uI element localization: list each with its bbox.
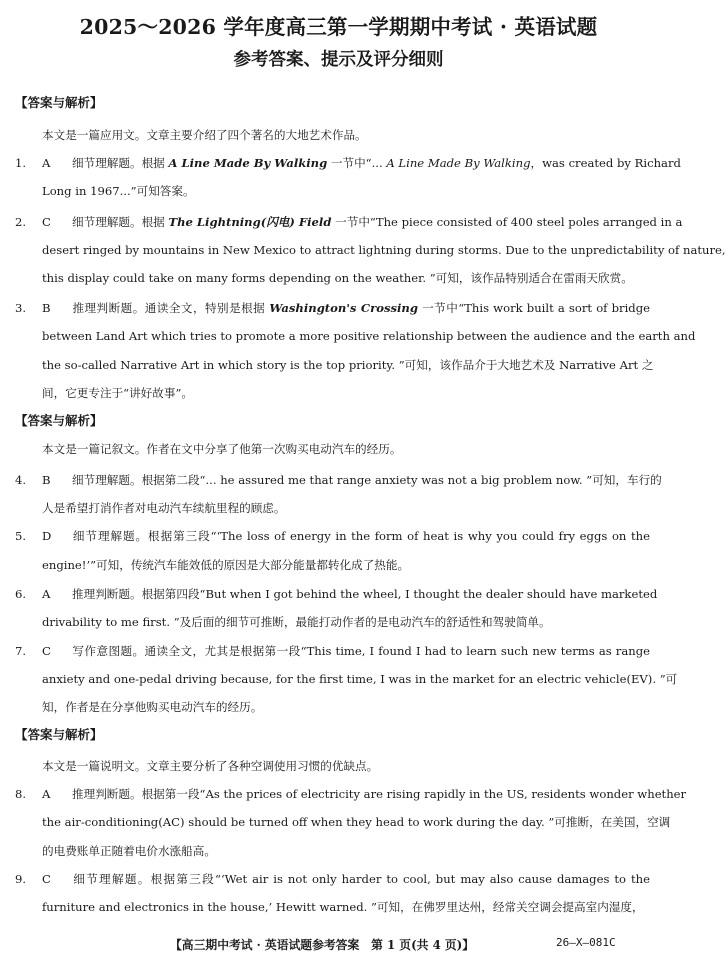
question-answer-line bbox=[15, 586, 658, 602]
explanation-text: 细节理解题。根据第二段“... he assured me that range anxiety was not a big problem now. ”可知，车行的 bbox=[72, 473, 662, 487]
page-subtitle: 参考答案、提示及评分细则 bbox=[233, 50, 444, 70]
explanation-text: furniture and electronics in the house,’ Hewitt warned. ”可知，在佛罗里达州，经常关空调会提高室内湿度， bbox=[42, 900, 644, 914]
explanation-text: 推理判断题。根据第一段“As the prices of electricity are rising rapidly in the US, residents wonder whether bbox=[72, 787, 687, 801]
explanation-line bbox=[42, 328, 696, 344]
explanation-line bbox=[42, 357, 654, 373]
explanation-text: 推理判断题。通读全文，特别是根据 bbox=[72, 301, 270, 315]
explanation-text: 知，作者是在分享他购买电动汽车的经历。 bbox=[42, 700, 263, 714]
explanation-text: desert ringed by mountains in New Mexico to attract lightning during storms. Due to the unpredictability of nature, bbox=[42, 243, 726, 257]
section-heading: 【答案与解析】 bbox=[15, 95, 103, 110]
explanation-line bbox=[42, 814, 671, 830]
question-number: 7. bbox=[15, 644, 27, 658]
answer-letter: C bbox=[42, 872, 51, 886]
explanation-text: between Land Art which tries to promote a more positive relationship between the audience and the earth and bbox=[42, 329, 696, 343]
question-answer-line bbox=[15, 643, 650, 659]
explanation-line bbox=[42, 242, 726, 258]
explanation-text: the so-called Narrative Art in which story is the top priority. ”可知，该作品介于大地艺术及 Narrative Art 之 bbox=[42, 358, 654, 372]
explanation-text: 细节理解题。根据 bbox=[72, 156, 169, 170]
explanation-text: drivability to me first. ”及后面的细节可推断，最能打动作者的是电动汽车的舒适性和驾驶简单。 bbox=[42, 615, 551, 629]
explanation-line bbox=[42, 899, 650, 915]
explanation-text: the air-conditioning(AC) should be turned off when they head to work during the day. ”可推断，在美国，空调 bbox=[42, 815, 671, 829]
explanation-line bbox=[42, 671, 678, 687]
question-answer-line bbox=[15, 300, 650, 316]
explanation-line bbox=[42, 699, 650, 715]
explanation-text: ，was created by Richard bbox=[530, 156, 681, 170]
question-number: 9. bbox=[15, 872, 27, 886]
question-number: 4. bbox=[15, 473, 27, 487]
answer-letter: D bbox=[42, 529, 52, 543]
answer-letter: C bbox=[42, 215, 51, 229]
explanation-line bbox=[42, 183, 650, 199]
passage-summary: 本文是一篇说明文。文章主要分析了各种空调使用习惯的优缺点。 bbox=[42, 759, 379, 773]
explanation-line bbox=[42, 385, 650, 401]
explanation-text: 推理判断题。根据第四段“But when I got behind the wheel, I thought the dealer should have marketed bbox=[72, 587, 658, 601]
section-heading: 【答案与解析】 bbox=[15, 727, 103, 742]
explanation-text: 细节理解题。根据 bbox=[72, 215, 169, 229]
explanation-text: 间，它更专注于“讲好故事”。 bbox=[42, 386, 193, 400]
explanation-line bbox=[42, 843, 650, 859]
explanation-text: 人是希望打消作者对电动汽车续航里程的顾虑。 bbox=[42, 501, 286, 515]
question-number: 8. bbox=[15, 787, 27, 801]
explanation-text: this display could take on many forms depending on the weather. ”可知，该作品特别适合在雷雨天欣赏。 bbox=[42, 271, 633, 285]
footer-page-info: 【高三期中考试 · 英语试题参考答案 第 1 页(共 4 页)】 bbox=[170, 938, 475, 952]
explanation-text: 细节理解题。根据第三段“‘The loss of energy in the form of heat is why you could fry eggs on the bbox=[72, 529, 650, 543]
question-answer-line bbox=[15, 214, 683, 230]
page-title: 2025～2026 学年度高三第一学期期中考试 · 英语试题 bbox=[79, 15, 598, 39]
question-number: 3. bbox=[15, 301, 27, 315]
answer-letter: B bbox=[42, 473, 51, 487]
answer-letter: A bbox=[42, 787, 51, 801]
explanation-text: 一节中“... bbox=[327, 156, 387, 170]
explanation-text: 写作意图题。通读全文，尤其是根据第一段“This time, I found I had to learn such new terms as range bbox=[72, 644, 650, 658]
cited-title: Washington's Crossing bbox=[269, 301, 418, 315]
explanation-text: 一节中“The piece consisted of 400 steel poles arranged in a bbox=[331, 215, 683, 229]
cited-title: A Line Made By Walking bbox=[168, 156, 328, 170]
question-number: 6. bbox=[15, 587, 27, 601]
explanation-line bbox=[42, 270, 650, 286]
question-answer-line bbox=[15, 786, 687, 802]
answer-letter: A bbox=[42, 156, 51, 170]
explanation-text: engine!’”可知，传统汽车能效低的原因是大部分能量都转化成了热能。 bbox=[42, 558, 410, 572]
question-answer-line bbox=[15, 472, 662, 488]
cited-title: A Line Made By Walking bbox=[386, 156, 531, 170]
cited-title: The Lightning(闪电) Field bbox=[168, 215, 332, 229]
explanation-line bbox=[42, 500, 650, 516]
explanation-text: 细节理解题。根据第三段“‘Wet air is not only harder to cool, but may also cause damages to the bbox=[72, 872, 650, 886]
explanation-text: 的电费账单正随着电价水涨船高。 bbox=[42, 844, 216, 858]
section-heading: 【答案与解析】 bbox=[15, 413, 103, 428]
explanation-line bbox=[42, 614, 650, 630]
question-number: 2. bbox=[15, 215, 27, 229]
answer-letter: A bbox=[42, 587, 51, 601]
answer-letter: B bbox=[42, 301, 51, 315]
question-number: 1. bbox=[15, 156, 27, 170]
explanation-line bbox=[42, 557, 650, 573]
passage-summary: 本文是一篇记叙文。作者在文中分享了他第一次购买电动汽车的经历。 bbox=[42, 442, 402, 456]
question-number: 5. bbox=[15, 529, 27, 543]
question-answer-line bbox=[15, 528, 650, 544]
explanation-text: Long in 1967...”可知答案。 bbox=[42, 184, 195, 198]
footer-paper-code: 26—X—081C bbox=[556, 936, 616, 949]
question-answer-line bbox=[15, 871, 650, 887]
answer-letter: C bbox=[42, 644, 51, 658]
passage-summary: 本文是一篇应用文。文章主要介绍了四个著名的大地艺术作品。 bbox=[42, 128, 367, 142]
explanation-text: anxiety and one-pedal driving because, for the first time, I was in the market for an electric vehicle(EV). ”可 bbox=[42, 672, 678, 686]
question-answer-line bbox=[15, 155, 681, 171]
explanation-text: 一节中“This work built a sort of bridge bbox=[417, 301, 650, 315]
